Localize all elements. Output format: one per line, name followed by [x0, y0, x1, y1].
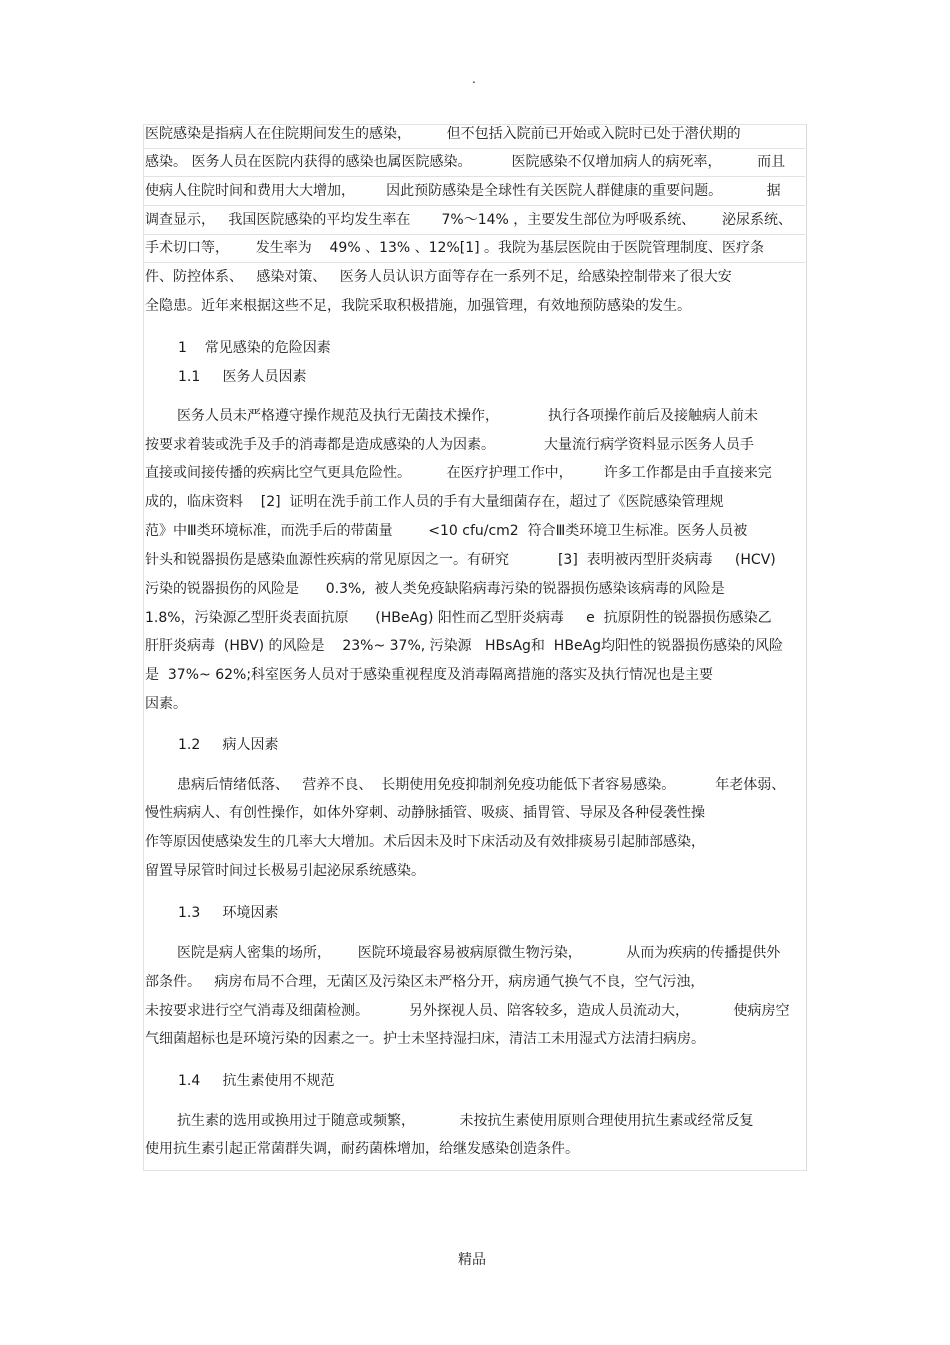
row-divider [143, 176, 805, 177]
subsection-title: 1.3 环境因素 [178, 905, 279, 921]
paragraph-line: 医务人员未严格遵守操作规范及执行无菌技术操作， 执行各项操作前后及接触病人前未 [177, 408, 758, 424]
paragraph-line: 是 37%~ 62%;科室医务人员对于感染重视程度及消毒隔离措施的落实及执行情况也是主要 [145, 667, 714, 683]
section-title: 1 常见感染的危险因素 [178, 340, 331, 356]
paragraph-line: 针头和锐器损伤是感染血源性疾病的常见原因之一。有研究 [3] 表明被丙型肝炎病毒 (HCV) [145, 552, 776, 568]
paragraph-line: 直接或间接传播的疾病比空气更具危险性。 在医疗护理工作中， 许多工作都是由手直接来完 [145, 465, 772, 481]
subsection-title: 1.1 医务人员因素 [178, 369, 307, 385]
footer-label: 精品 [458, 1252, 486, 1268]
paragraph-line: 因素。 [145, 696, 187, 712]
intro-line: 使病人住院时间和费用大大增加， 因此预防感染是全球性有关医院人群健康的重要问题。 据 [145, 183, 781, 199]
paragraph-line: 使用抗生素引起正常菌群失调，耐药菌株增加，给继发感染创造条件。 [145, 1141, 579, 1157]
intro-line: 调查显示， 我国医院感染的平均发生率在 7%～14% ，主要发生部位为呼吸系统、 泌尿系统、 [145, 212, 792, 228]
row-divider [143, 234, 805, 235]
paragraph-line: 1.8%，污染源乙型肝炎表面抗原 (HBeAg) 阳性而乙型肝炎病毒 e 抗原阴性的锐器损伤感染乙 [145, 610, 772, 626]
paragraph-line: 范》中Ⅲ类环境标准，而洗手后的带菌量 <10 cfu/cm2 符合Ⅲ类环境卫生标准。医务人员被 [145, 523, 748, 539]
intro-line: 感染。 医务人员在医院内获得的感染也属医院感染。 医院感染不仅增加病人的病死率， 而且 [145, 154, 786, 170]
intro-line: 医院感染是指病人在住院期间发生的感染， 但不包括入院前已开始或入院时已处于潜伏期的 [145, 126, 741, 142]
paragraph-line: 按要求着装或洗手及手的消毒都是造成感染的人为因素。 大量流行病学资料显示医务人员手 [145, 437, 754, 453]
subsection-title: 1.2 病人因素 [178, 737, 279, 753]
paragraph-line: 作等原因使感染发生的几率大大增加。术后因未及时下床活动及有效排痰易引起肺部感染， [145, 834, 705, 850]
row-divider [143, 148, 805, 149]
intro-line: 全隐患。近年来根据这些不足，我院采取积极措施，加强管理，有效地预防感染的发生。 [145, 298, 691, 314]
paragraph-line: 抗生素的选用或换用过于随意或频繁， 未按抗生素使用原则合理使用抗生素或经常反复 [177, 1113, 754, 1129]
subsection-title: 1.4 抗生素使用不规范 [178, 1073, 335, 1089]
row-divider [143, 205, 805, 206]
paragraph-line: 慢性病病人、有创性操作，如体外穿刺、动静脉插管、吸痰、插胃管、导尿及各种侵袭性操 [145, 805, 705, 821]
intro-line: 手术切口等， 发生率为 49% 、13% 、12%[1] 。我院为基层医院由于医院管理制度、医疗条 [145, 240, 765, 256]
paragraph-line: 患病后情绪低落、 营养不良、 长期使用免疫抑制剂免疫功能低下者容易感染。 年老体弱、 [177, 777, 786, 793]
paragraph-line: 成的，临床资料 [2] 证明在洗手前工作人员的手有大量细菌存在，超过了《医院感染管理规 [145, 494, 724, 510]
paragraph-line: 部条件。 病房布局不合理，无菌区及污染区未严格分开，病房通气换气不良，空气污浊， [145, 974, 705, 990]
row-divider [143, 262, 805, 263]
paragraph-line: 未按要求进行空气消毒及细菌检测。 另外探视人员、陪客较多，造成人员流动大， 使病房空 [145, 1003, 790, 1019]
paragraph-line: 肝肝炎病毒 (HBV) 的风险是 23%~ 37%, 污染源 HBsAg和 HBeAg均阳性的锐器损伤感染的风险 [145, 638, 784, 654]
paragraph-line: 留置导尿管时间过长极易引起泌尿系统感染。 [145, 863, 425, 879]
intro-line: 件、防控体系、 感染对策、 医务人员认识方面等存在一系列不足，给感染控制带来了很大安 [145, 269, 732, 285]
header-mark: . [472, 72, 476, 86]
paragraph-line: 医院是病人密集的场所， 医院环境最容易被病原微生物污染， 从而为疾病的传播提供外 [177, 945, 781, 961]
paragraph-line: 气细菌超标也是环境污染的因素之一。护士未坚持湿扫床，清洁工未用湿式方法清扫病房。 [145, 1031, 705, 1047]
paragraph-line: 污染的锐器损伤的风险是 0.3%, 被人类免疫缺陷病毒污染的锐器损伤感染该病毒的风险是 [145, 581, 725, 597]
